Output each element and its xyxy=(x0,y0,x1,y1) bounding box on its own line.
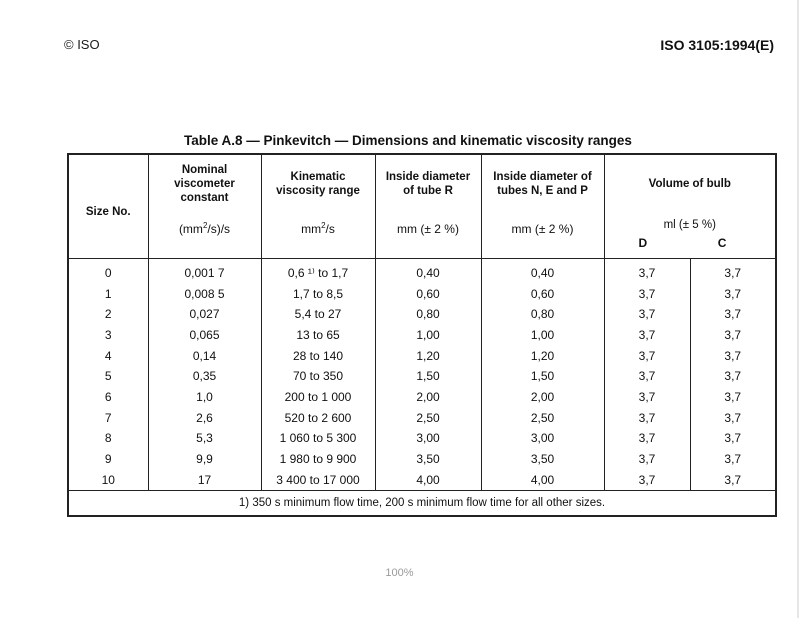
cell-bulb-d: 3,7 xyxy=(604,258,690,283)
table-row xyxy=(68,283,776,304)
header-bulb-c: C xyxy=(717,236,727,250)
unit-tubes-nep: mm (± 2 %) xyxy=(481,212,604,258)
cell-tubes-nep: 2,00 xyxy=(481,387,604,408)
table-row xyxy=(68,449,776,470)
cell-tube-r: 3,00 xyxy=(375,428,481,449)
cell-tubes-nep: 3,50 xyxy=(481,449,604,470)
cell-tubes-nep: 2,50 xyxy=(481,407,604,428)
cell-size: 1 xyxy=(68,283,148,304)
cell-tube-r: 0,60 xyxy=(375,283,481,304)
cell-size: 3 xyxy=(68,325,148,346)
cell-tube-r: 2,50 xyxy=(375,407,481,428)
cell-bulb-c: 3,7 xyxy=(724,286,742,301)
cell-size: 10 xyxy=(68,469,148,490)
cell-bulb-c: 3,7 xyxy=(724,472,742,487)
cell-tubes-nep: 4,00 xyxy=(481,469,604,490)
cell-bulb-d: 3,7 xyxy=(604,428,690,449)
table-row xyxy=(68,345,776,366)
unit-kinematic: $mm^2/s$ xyxy=(261,212,375,258)
cell-tubes-nep: 0,80 xyxy=(481,304,604,325)
cell-bulb-c: 3,7 xyxy=(724,410,742,425)
cell-bulb-d: 3,7 xyxy=(604,469,690,490)
cell-tube-r: 1,20 xyxy=(375,345,481,366)
cell-bulb-c: 3,7 xyxy=(724,307,742,322)
cell-tubes-nep: 0,60 xyxy=(481,283,604,304)
cell-bulb-c: 3,7 xyxy=(724,389,742,404)
cell-size: 5 xyxy=(68,366,148,387)
header-bulb-d: D xyxy=(638,236,648,250)
cell-constant: 0,001 7 xyxy=(148,258,261,283)
cell-bulb-c: 3,7 xyxy=(724,452,742,467)
cell-bulb-c: 3,7 xyxy=(724,369,742,384)
cell-tubes-nep: 3,00 xyxy=(481,428,604,449)
cell-range: 1 060 to 5 300 xyxy=(261,428,375,449)
cell-tubes-nep: 1,50 xyxy=(481,366,604,387)
bulb-unit-label: ml (± 5 %) xyxy=(663,219,716,231)
table-footnote: 1) 350 s minimum flow time, 200 s minimum flow time for all other sizes. xyxy=(68,491,776,517)
cell-range: 28 to 140 xyxy=(261,345,375,366)
header-tube-r: Inside diameter of tube R xyxy=(375,154,481,212)
cell-size: 0 xyxy=(68,258,148,283)
cell-bulb-d: 3,7 xyxy=(604,387,690,408)
cell-bulb-c: 3,7 xyxy=(724,348,742,363)
cell-size: 8 xyxy=(68,428,148,449)
zoom-level: 100% xyxy=(385,567,414,579)
cell-bulb-c: 3,7 xyxy=(724,327,742,342)
cell-range: 5,4 to 27 xyxy=(261,304,375,325)
table-row xyxy=(68,325,776,346)
cell-range: 3 400 to 17 000 xyxy=(261,469,375,490)
table-row xyxy=(68,428,776,449)
cell-tube-r: 2,00 xyxy=(375,387,481,408)
header-size-no: Size No. xyxy=(68,154,148,258)
cell-tubes-nep: 1,00 xyxy=(481,325,604,346)
table-container xyxy=(67,153,775,524)
cell-tube-r: 1,50 xyxy=(375,366,481,387)
cell-bulb-d: 3,7 xyxy=(604,304,690,325)
cell-bulb-d: 3,7 xyxy=(604,325,690,346)
cell-constant: 0,008 5 xyxy=(148,283,261,304)
dimensions-table xyxy=(67,153,777,517)
cell-range: 13 to 65 xyxy=(261,325,375,346)
table-row xyxy=(68,469,776,490)
cell-tube-r: 3,50 xyxy=(375,449,481,470)
cell-size: 7 xyxy=(68,407,148,428)
header-bulb: Volume of bulb xyxy=(648,177,731,190)
table-row xyxy=(68,304,776,325)
header-nominal: Nominal viscometer constant xyxy=(148,154,261,212)
unit-tube-r: mm (± 2 %) xyxy=(375,212,481,258)
cell-constant: 0,35 xyxy=(148,366,261,387)
cell-bulb-d: 3,7 xyxy=(604,283,690,304)
standard-number: ISO 3105:1994(E) xyxy=(660,37,774,53)
cell-constant: 5,3 xyxy=(148,428,261,449)
table-title: Table A.8 — Pinkevitch — Dimensions and kinematic viscosity ranges xyxy=(184,133,632,148)
cell-tube-r: 0,80 xyxy=(375,304,481,325)
unit-nominal: $(mm^2/s)/s$ xyxy=(148,212,261,258)
table-row xyxy=(68,387,776,408)
copyright-label: © ISO xyxy=(64,37,100,52)
cell-constant: 1,0 xyxy=(148,387,261,408)
table-body xyxy=(68,258,776,491)
cell-tubes-nep: 0,40 xyxy=(481,258,604,283)
cell-size: 9 xyxy=(68,449,148,470)
header-tubes-nep: Inside diameter of tubes N, E and P xyxy=(481,154,604,212)
cell-range: 1,7 to 8,5 xyxy=(261,283,375,304)
cell-bulb-c: 3,7 xyxy=(724,431,742,446)
unit-bulb xyxy=(604,212,776,258)
cell-range: 70 to 350 xyxy=(261,366,375,387)
cell-size: 4 xyxy=(68,345,148,366)
cell-bulb-d: 3,7 xyxy=(604,345,690,366)
header-kinematic: Kinematic viscosity range xyxy=(261,154,375,212)
table-row xyxy=(68,258,776,283)
cell-bulb-d: 3,7 xyxy=(604,366,690,387)
cell-size: 2 xyxy=(68,304,148,325)
cell-range: 520 to 2 600 xyxy=(261,407,375,428)
cell-tube-r: 4,00 xyxy=(375,469,481,490)
cell-bulb-d: 3,7 xyxy=(604,449,690,470)
cell-tube-r: 1,00 xyxy=(375,325,481,346)
cell-constant: 9,9 xyxy=(148,449,261,470)
table-row xyxy=(68,366,776,387)
cell-bulb-c: 3,7 xyxy=(724,265,742,280)
cell-constant: 0,14 xyxy=(148,345,261,366)
cell-tubes-nep: 1,20 xyxy=(481,345,604,366)
cell-range: 0,6 ¹⁾ to 1,7 xyxy=(261,258,375,283)
cell-constant: 0,027 xyxy=(148,304,261,325)
cell-constant: 0,065 xyxy=(148,325,261,346)
cell-bulb-d: 3,7 xyxy=(604,407,690,428)
cell-range: 1 980 to 9 900 xyxy=(261,449,375,470)
cell-constant: 2,6 xyxy=(148,407,261,428)
cell-range: 200 to 1 000 xyxy=(261,387,375,408)
table-row xyxy=(68,407,776,428)
cell-tube-r: 0,40 xyxy=(375,258,481,283)
cell-constant: 17 xyxy=(148,469,261,490)
cell-size: 6 xyxy=(68,387,148,408)
